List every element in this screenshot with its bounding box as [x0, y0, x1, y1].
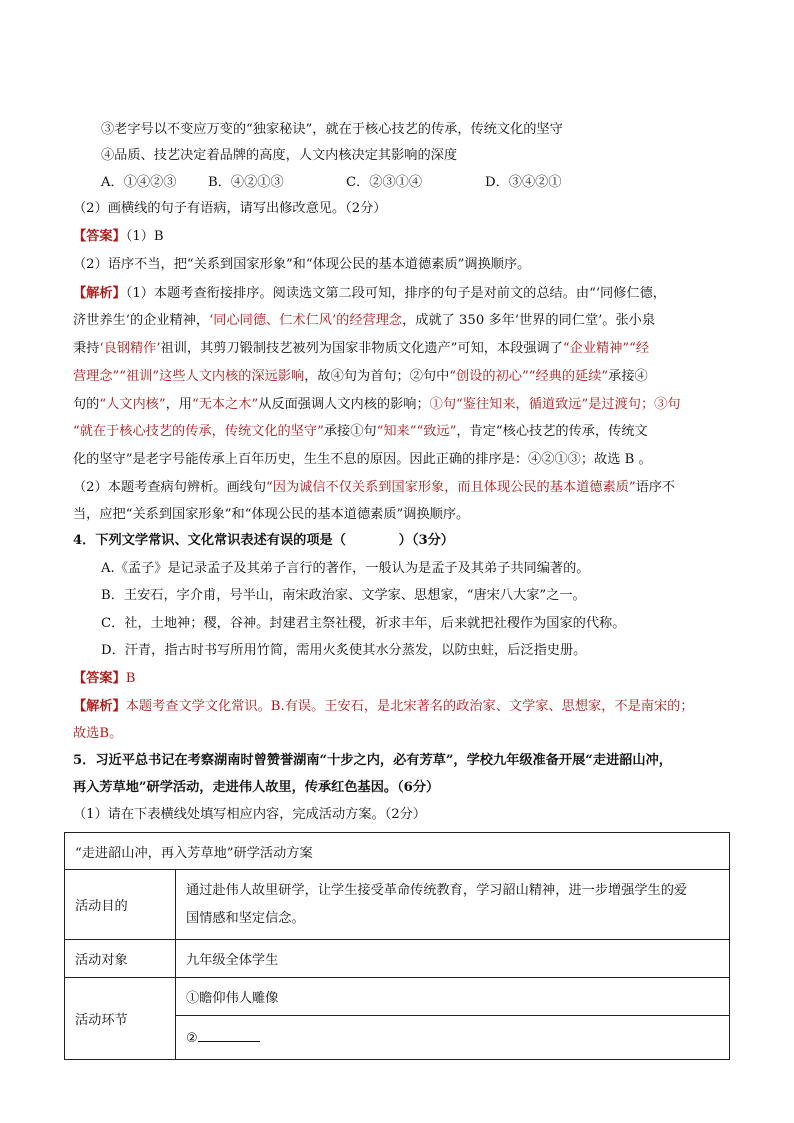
analysis-highlight: ‘良钢精作’ [99, 341, 161, 356]
q4-analysis-text: 本题考查文学文化常识。B.有误。王安石，是北宋著名的政治家、文学家、思想家，不是南宋的； [125, 699, 694, 714]
analysis-text: 承接④ [608, 369, 648, 384]
table-title: “走进韶山冲，再入芳草地”研学活动方案 [65, 833, 730, 870]
analysis-text: （1）本题考查衔接排序。阅读选文第二段可知，排序的句子是对前文的总结。由“‘同修仁德， [125, 286, 666, 301]
steps-label: 活动环节 [65, 978, 176, 1060]
analysis-text: ，成就了 350 多年‘世界的同仁堂’。张小泉 [402, 313, 656, 328]
q4-analysis-line-2: 故选B。 [73, 726, 123, 741]
analysis-text: 济世养生’的企业精神， [73, 313, 210, 328]
analysis-text: 秉持 [73, 341, 100, 356]
fill-in-blank[interactable] [198, 1029, 260, 1042]
analysis-text: 承接①句 [323, 424, 377, 439]
analysis-tag: 【解析】 [73, 286, 126, 301]
choice-b: B．④②①③ [208, 175, 284, 190]
analysis-text: 语序不 [635, 480, 676, 495]
purpose-label: 活动目的 [65, 870, 176, 940]
q5-sub-question-1: （1）请在下表横线处填写相应内容，完成活动方案。（2分） [73, 807, 427, 822]
analysis-text: 句的 [73, 397, 100, 412]
q3-analysis-line-6 [73, 423, 648, 441]
analysis-highlight: “无本之木” [191, 397, 259, 412]
analysis-highlight: “因为诚信不仅关系到国家形象，而且体现公民的基本道德素质” [266, 480, 636, 495]
step-2: ② [186, 1031, 198, 1046]
q3-sub-question-2: （2）画横线的句子有语病，请写出修改意见。（2分） [73, 201, 387, 216]
q3-analysis-line-4 [73, 368, 648, 386]
step-2-cell [176, 1016, 730, 1060]
q4-option-b: B．王安石，字介甫，号半山，南宋政治家、文学家、思想家，“唐宋八大家”之一。 [101, 588, 586, 603]
purpose-line-1: 通过赴伟人故里研学，让学生接受革命传统教育，学习韶山精神，进一步增强学生的爱 [186, 882, 688, 898]
analysis-text: （2）本题考查病句辨析。画线句 [73, 480, 267, 495]
analysis-highlight: 营理念”“祖训”这些人文内核的深远影响 [73, 369, 305, 384]
q4-analysis-line-1 [73, 698, 694, 716]
choice-c: C．②③①④ [346, 175, 423, 190]
q3-analysis-line-8 [73, 479, 675, 497]
table-title-row [65, 833, 730, 870]
analysis-highlight: “就在于核心技艺的传承，传统文化的坚守” [73, 424, 324, 439]
q3-answer-line-1 [73, 228, 164, 246]
q4-answer-line [73, 670, 135, 688]
analysis-tag: 【解析】 [73, 699, 126, 714]
analysis-highlight: ①句“鉴往知来，循道致远”是过渡句；③句 [429, 397, 681, 412]
q3-answer-2: （2）语序不当，把“关系到国家形象”和“体现公民的基本道德素质”调换顺序。 [73, 257, 531, 272]
q3-analysis-line-1 [73, 285, 666, 303]
target-label: 活动对象 [65, 940, 176, 978]
option-3: ③老字号以不变应万变的“独家秘诀”，就在于核心技艺的传承，传统文化的坚守 [101, 122, 563, 137]
purpose-line-2: 国情感和坚定信念。 [186, 910, 305, 926]
table-row-purpose [65, 870, 730, 940]
step-1: ①瞻仰伟人雕像 [176, 978, 730, 1016]
analysis-text: ，肯定“核心技艺的传承，传统文 [456, 424, 648, 439]
q3-analysis-line-9: 当，应把“关系到国家形象”和“体现公民的基本道德素质”调换顺序。 [73, 507, 470, 522]
q3-analysis-line-3 [73, 340, 649, 358]
q4-answer: B [125, 671, 136, 686]
q4-stem: 4．下列文学常识、文化常识表述有误的项是（ ）（3分） [73, 533, 454, 548]
q4-option-c: C．社，土地神；稷，谷神。封建君主祭社稷，祈求丰年，后来就把社稷作为国家的代称。 [101, 616, 626, 631]
q3-analysis-line-7: 化的坚守”是老字号能传承上百年历史，生生不息的原因。因此正确的排序是：④②①③；故选 B 。 [73, 452, 652, 467]
option-4: ④品质、技艺决定着品牌的高度，人文内核决定其影响的深度 [101, 148, 458, 163]
analysis-highlight: “企业精神”“经 [562, 341, 650, 356]
activity-plan-table [64, 832, 730, 1060]
target-value: 九年级全体学生 [176, 940, 730, 978]
analysis-highlight: ‘同心同德、仁术仁风’的经营理念 [209, 313, 403, 328]
answer-tag: 【答案】 [73, 229, 126, 244]
q5-stem-line-2: 再入芳草地”研学活动，走进伟人故里，传承红色基因。（6分） [73, 780, 440, 795]
table-row-target [65, 940, 730, 978]
choice-a: A．①④②③ [101, 175, 177, 190]
analysis-text: 从反面强调人文内核的影响； [258, 397, 430, 412]
table-row-steps-1 [65, 978, 730, 1016]
q3-analysis-line-2 [73, 312, 655, 330]
analysis-highlight: “人文内核” [99, 397, 166, 412]
analysis-text: ，故④句为首句；②句中 [304, 369, 450, 384]
choice-d: D．③④②① [485, 175, 562, 190]
q5-stem-line-1: 5．习近平总书记在考察湖南时曾赞誉湖南“十步之内，必有芳草”，学校九年级准备开展“走进韶山冲， [73, 753, 672, 768]
answer-tag: 【答案】 [73, 671, 126, 686]
q4-option-d: D．汗青，指古时书写所用竹简，需用火炙使其水分蒸发，以防虫蛀，后泛指史册。 [101, 643, 587, 658]
q3-answer-1: （1）B [125, 229, 164, 244]
q3-analysis-line-5 [73, 396, 681, 414]
purpose-value [176, 870, 730, 940]
analysis-highlight: “知来”“致远” [376, 424, 457, 439]
analysis-text: ，用 [165, 397, 192, 412]
analysis-text: 祖训，其剪刀锻制技艺被列为国家非物质文化遗产”可知，本段强调了 [160, 341, 563, 356]
analysis-highlight: “创设的初心”“经典的延续” [449, 369, 609, 384]
q4-option-a: A.《孟子》是记录孟子及其弟子言行的著作，一般认为是孟子及其弟子共同编著的。 [101, 561, 590, 576]
